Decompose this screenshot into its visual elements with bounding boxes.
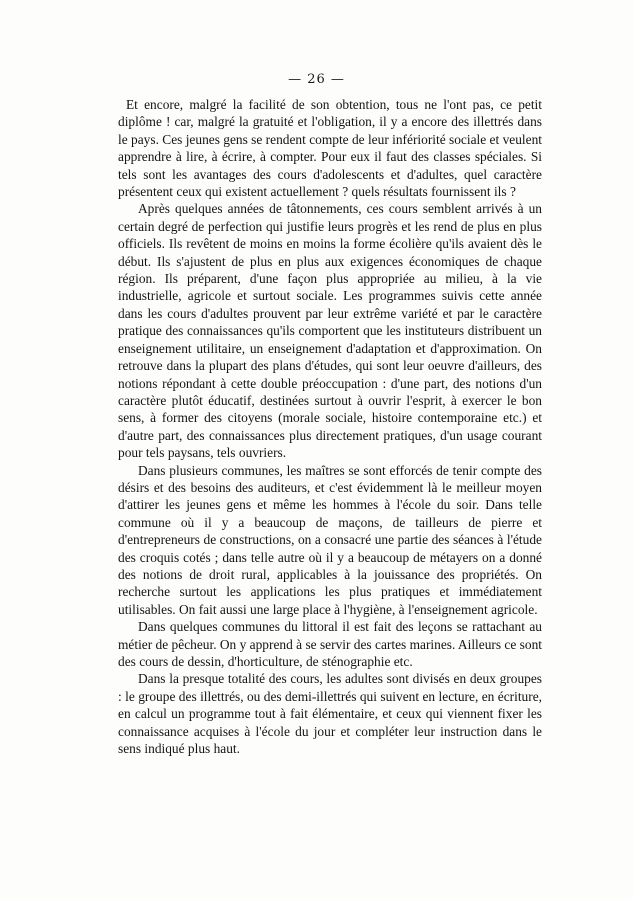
paragraph: Dans quelques communes du littoral il est fait des leçons se rattachant au métier de pêcheur. On y apprend à se servir des cartes marines. Ailleurs ce sont des cours de dessin, d'horticulture, de sténographie etc. (118, 619, 542, 669)
body-text (118, 96, 542, 757)
paragraph: Après quelques années de tâtonnements, ces cours semblent arrivés à un certain degré de perfection qui justifie leurs progrès et les rend de plus en plus officiels. Ils revêtent de moins en moins la forme écolière qu'ils avaient dès le début. Ils s'ajustent de plus en plus aux exigences économiques de chaque région. Ils préparent, d'une façon plus appropriée au milieu, à la vie industrielle, agricole et surtout sociale. Les programmes suivis cette année dans les cours d'adultes prouvent par leur extrême variété et par le caractère pratique des connaissances qu'ils comportent que les instituteurs distribuent un enseignement utilitaire, un enseignement d'adaptation et d'approximation. On retrouve dans la plupart des plans d'études, qui sont leur oeuvre d'ailleurs, des notions répondant à cette double préoccupation : d'une part, des notions d'un caractère plutôt éducatif, destinées surtout à ouvrir l'esprit, à exercer le bon sens, à former des citoyens (morale sociale, histoire contemporaine etc.) et d'autre part, des connaissances plus directement pratiques, d'un usage courant pour tels paysans, tels ouvriers. (118, 201, 542, 461)
paragraph: Et encore, malgré la facilité de son obtention, tous ne l'ont pas, ce petit diplôme ! car, malgré la gratuité et l'obligation, il y a encore des illettrés dans le pays. Ces jeunes gens se rendent compte de leur infériorité sociale et veulent apprendre à lire, à écrire, à compter. Pour eux il faut des classes spéciales. Si tels sont les avantages des cours d'adolescents et d'adultes, quel caractère présentent ceux qui existent actuellement ? quels résultats fournissent ils ? (118, 97, 542, 200)
paragraph: Dans plusieurs communes, les maîtres se sont efforcés de tenir compte des désirs et des besoins des auditeurs, et c'est évidemment là le meilleur moyen d'attirer les jeunes gens et même les hommes à l'école du soir. Dans telle commune où il y a beaucoup de maçons, de tailleurs de pierre et d'entrepreneurs de constructions, on a consacré une partie des séances à l'étude des croquis cotés ; dans telle autre où il y a beaucoup de métayers on a donné des notions de droit rural, applicables à la jouissance des propriétés. On recherche surtout les applications les plus pratiques et immédiatement utilisables. On fait aussi une large place à l'hygiène, à l'enseignement agricole. (118, 462, 542, 617)
page-number: — 26 — (288, 72, 345, 87)
paragraph: Dans la presque totalité des cours, les adultes sont divisés en deux groupes : le groupe des illettrés, ou des demi-illettrés qui suivent en lecture, en écriture, en calcul un programme tout à fait élémentaire, et ceux qui viennent fixer les connaissance acquises à l'école du jour et compléter leur instruction dans le sens indiqué plus haut. (118, 671, 542, 757)
